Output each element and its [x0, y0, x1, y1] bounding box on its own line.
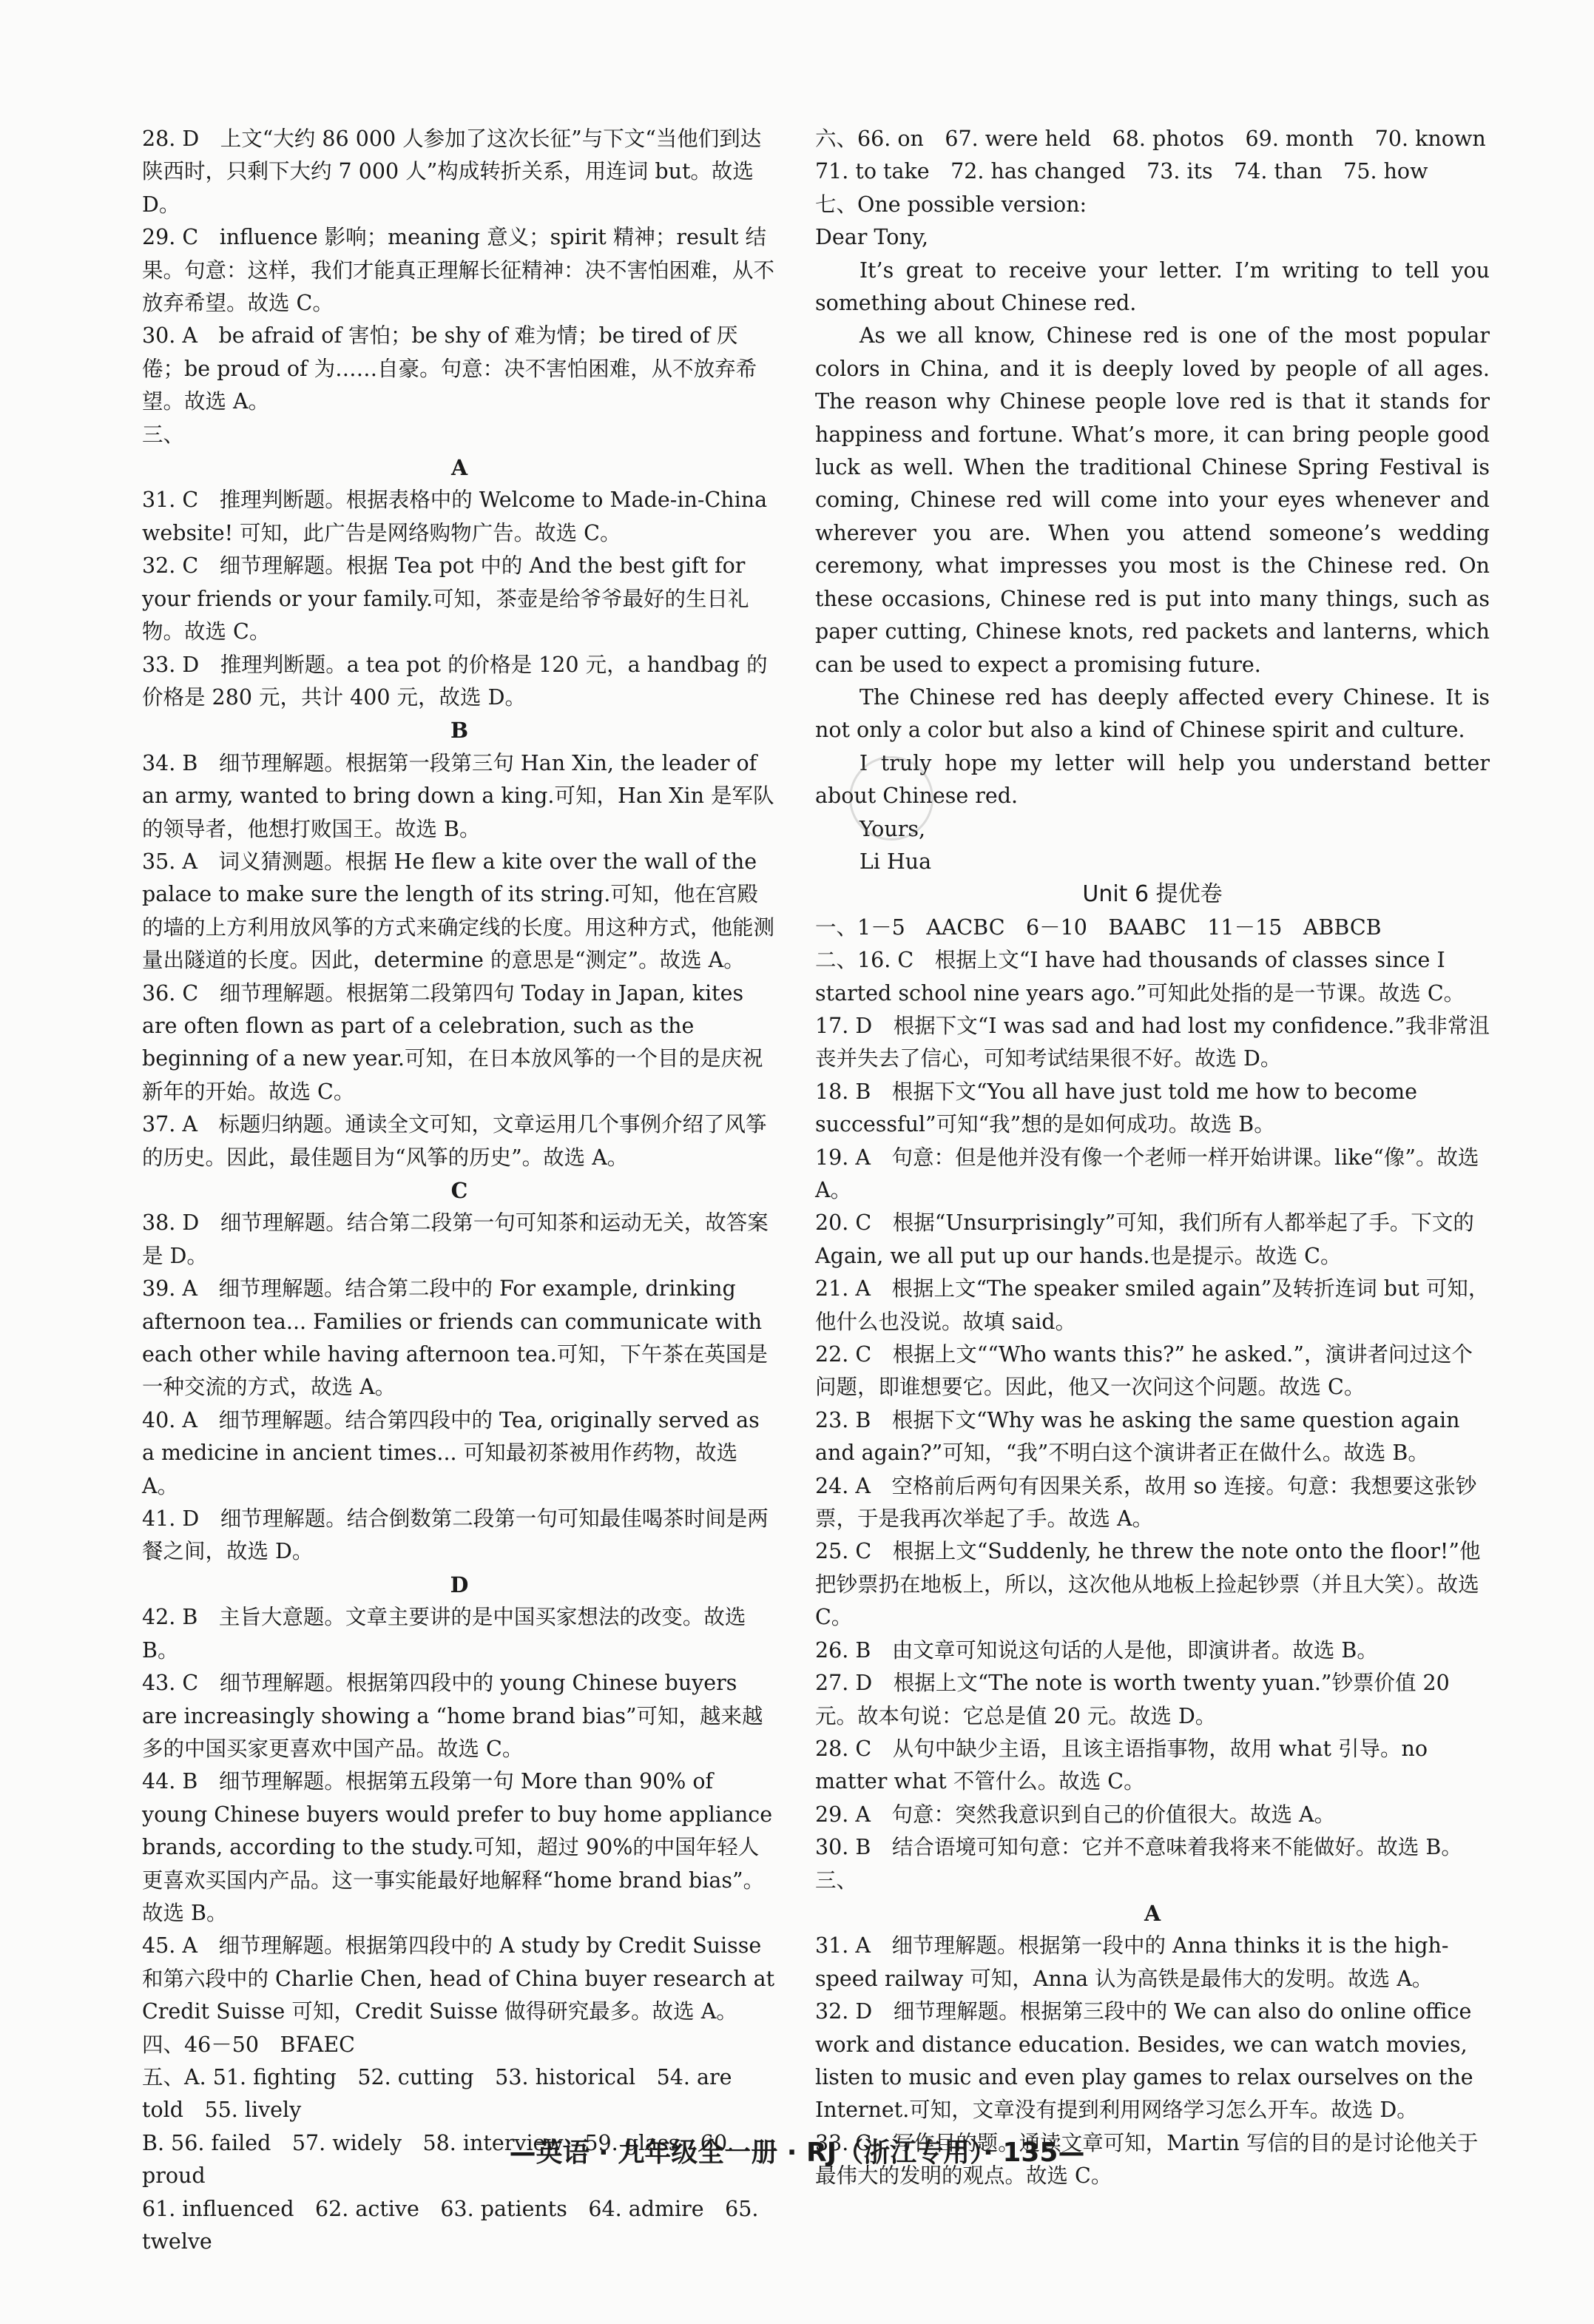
answer-entry: 29. C influence 影响；meaning 意义；spirit 精神；result 结果。句意：这样，我们才能真正理解长征精神：决不害怕困难，从不放弃希望。故选 C。: [142, 225, 775, 316]
answer-entry: 44. B 细节理解题。根据第五段第一句 More than 90% of young Chinese buyers would prefer to buy home appliance brands, according to the study.可知，超过 90%的中国年轻人更喜欢买国内产品。这一事实能最好地解释“home brand bias”。故选 B。: [142, 1769, 773, 1925]
right-top-answers: [815, 123, 1490, 221]
answer-entry: 23. B 根据下文“Why was he asking the same question again and again?”可知，“我”不明白这个演讲者正在做什么。故选 B。: [815, 1407, 1460, 1466]
answer-entry: 二、16. C 根据上文“I have had thousands of classes since I started school nine years ago.”可知此处指的是一节课。故选 C。: [815, 948, 1465, 1006]
section-heading: C: [450, 1178, 468, 1203]
answer-entry: 45. A 细节理解题。根据第四段中的 A study by Credit Suisse 和第六段中的 Charlie Chen, head of China buyer research at Credit Suisse 可知，Credit Suisse 做得研究最多。故选 A。: [142, 1933, 775, 2024]
right-column: [815, 123, 1490, 2193]
section-heading: A: [450, 455, 468, 481]
answer-entry: 25. C 根据上文“Suddenly, he threw the note onto the floor!”他把钞票扔在地板上，所以，这次他从地板上捡起钞票（并且大笑）。故选 C。: [815, 1539, 1481, 1630]
answer-entry: 29. A 句意：突然我意识到自己的价值很大。故选 A。: [815, 1802, 1336, 1827]
answer-entry: 三、: [815, 1867, 858, 1893]
answer-entry: 28. D 上文“大约 86 000 人参加了这次长征”与下文“当他们到达陕西时，只剩下大约 7 000 人”构成转折关系，用连词 but。故选 D。: [142, 127, 762, 217]
answer-entry: 30. A be afraid of 害怕；be shy of 难为情；be tired of 厌倦；be proud of 为……自豪。句意：决不害怕困难，从不放弃希望。故选 A。: [142, 323, 757, 414]
answer-entry: 28. C 从句中缺少主语，且该主语指事物，故用 what 引导。no matter what 不管什么。故选 C。: [815, 1736, 1428, 1794]
answer-entry: 三、: [142, 422, 185, 447]
answer-entry: 31. A 细节理解题。根据第一段中的 Anna thinks it is the high-speed railway 可知，Anna 认为高铁是最伟大的发明。故选 A。: [815, 1933, 1449, 1991]
letter-paragraph: It’s great to receive your letter. I’m writing to tell you something about Chinese red.: [815, 257, 1490, 316]
right-bottom-answers: [815, 912, 1490, 2193]
answer-entry: 71. to take 72. has changed 73. its 74. than 75. how: [815, 159, 1428, 184]
left-column: [142, 123, 777, 2258]
letter-paragraph: I truly hope my letter will help you understand better about Chinese red.: [815, 750, 1490, 809]
answer-entry: 33. C 写作目的题。通读文章可知，Martin 写信的目的是讨论他关于最伟大的发明的观点。故选 C。: [815, 2130, 1479, 2189]
answer-entry: 35. A 词义猜测题。根据 He flew a kite over the wall of the palace to make sure the length of its string.可知，他在宫殿的墙的上方利用放风筝的方式来确定线的长度。用这种方式，他能测量出隧道的长度。因此，determine 的意思是“测定”。故选 A。: [142, 849, 775, 973]
letter-body: [815, 255, 1490, 813]
letter-paragraph: As we all know, Chinese red is one of the most popular colors in China, and it is deeply loved by people of all ages. The reason why Chinese people love red is that it stands for happiness and fortune. What’s more, it can bring people good luck as well. When the traditional Chinese Spring Festival is coming, Chinese red will come into your eyes whenever and wherever you are. When you attend someone’s wedding ceremony, what impresses you most is the Chinese red. On these occasions, Chinese red is put into many things, such as paper cutting, Chinese knots, red packets and lanterns, which can be used to expect a promising future.: [815, 323, 1490, 677]
answer-entry: 40. A 细节理解题。结合第四段中的 Tea, originally served as a medicine in ancient times... 可知最初茶被用作药物，故选 A。: [142, 1407, 760, 1498]
answer-entry: 43. C 细节理解题。根据第四段中的 young Chinese buyers are increasingly showing a “home brand bias”可知，越来越多的中国买家更喜欢中国产品。故选 C。: [142, 1671, 763, 1761]
answer-entry: 26. B 由文章可知说这句话的人是他，即演讲者。故选 B。: [815, 1637, 1378, 1663]
answer-entry: 42. B 主旨大意题。文章主要讲的是中国买家想法的改变。故选 B。: [142, 1605, 746, 1663]
section-heading: A: [1144, 1900, 1161, 1926]
answer-entry: 19. A 句意：但是他并没有像一个老师一样开始讲课。like“像”。故选 A。: [815, 1145, 1479, 1202]
answer-entry: 五、A. 51. fighting 52. cutting 53. historical 54. are told 55. lively: [142, 2064, 732, 2123]
answer-entry: 一、1－5 AACBC 6－10 BAABC 11－15 ABBCB: [815, 915, 1382, 940]
page-footer: —英语 · 九年级全一册 · RJ（浙江专用）· 135—: [509, 2138, 1085, 2168]
answer-entry: 38. D 细节理解题。结合第二段第一句可知茶和运动无关，故答案是 D。: [142, 1210, 769, 1268]
letter-signature: Li Hua: [859, 849, 932, 874]
answer-entry: 32. C 细节理解题。根据 Tea pot 中的 And the best gift for your friends or your family.可知，茶壶是给爷爷最好的生日礼物。故选 C。: [142, 553, 749, 644]
answer-entry: 四、46－50 BFAEC: [142, 2032, 355, 2057]
answer-entry: 31. C 推理判断题。根据表格中的 Welcome to Made-in-China website! 可知，此广告是网络购物广告。故选 C。: [142, 488, 768, 545]
unit-title: Unit 6 提优卷: [1082, 881, 1223, 908]
letter-paragraph: The Chinese red has deeply affected every Chinese. It is not only a color but also a kind of Chinese spirit and culture.: [815, 684, 1490, 743]
answer-entry: 七、One possible version:: [815, 192, 1087, 217]
answer-entry: 33. D 推理判断题。a tea pot 的价格是 120 元，a handbag 的价格是 280 元，共计 400 元，故选 D。: [142, 652, 768, 710]
answer-entry: 17. D 根据下文“I was sad and had lost my confidence.”我非常沮丧并失去了信心，可知考试结果很不好。故选 D。: [815, 1013, 1490, 1071]
answer-entry: 37. A 标题归纳题。通读全文可知，文章运用几个事例介绍了风筝的历史。因此，最佳题目为“风筝的历史”。故选 A。: [142, 1112, 767, 1170]
answer-entry: B. 56. failed 57. widely 58. interview 59. glass 60. proud: [142, 2130, 734, 2189]
section-heading: B: [450, 718, 469, 744]
stamp-seal: [849, 756, 933, 841]
answer-entry: 六、66. on 67. were held 68. photos 69. month 70. known: [815, 127, 1486, 151]
answer-entry: 24. A 空格前后两句有因果关系，故用 so 连接。句意：我想要这张钞票，于是我再次举起了手。故选 A。: [815, 1473, 1477, 1532]
answer-entry: 36. C 细节理解题。根据第二段第四句 Today in Japan, kites are often flown as part of a celebration, such as the beginning of a new year.可知，在日本放风筝的一个目的是庆祝新年的开始。故选 C。: [142, 980, 763, 1104]
answer-entry: 21. A 根据上文“The speaker smiled again”及转折连词 but 可知，他什么也没说。故填 said。: [815, 1276, 1490, 1334]
answer-entry: 34. B 细节理解题。根据第一段第三句 Han Xin, the leader of an army, wanted to bring down a king.可知，Han Xin 是军队的领导者，他想打败国王。故选 B。: [142, 750, 774, 841]
answer-entry: 22. C 根据上文““Who wants this?” he asked.”，演讲者问过这个问题，即谁想要它。因此，他又一次问这个问题。故选 C。: [815, 1342, 1473, 1400]
answer-entry: 30. B 结合语境可知句意：它并不意味着我将来不能做好。故选 B。: [815, 1835, 1462, 1860]
letter-closing: Yours,: [859, 816, 926, 841]
answer-entry: 41. D 细节理解题。结合倒数第二段第一句可知最佳喝茶时间是两餐之间，故选 D。: [142, 1506, 769, 1564]
answer-entry: 32. D 细节理解题。根据第三段中的 We can also do online office work and distance education. Besides, we can watch movies, listen to music and even play games to relax ourselves on the Internet.可知，文章没有提到利用网络学习怎么开车。故选 D。: [815, 1999, 1473, 2123]
section-heading: D: [450, 1572, 469, 1597]
answer-entry: 39. A 细节理解题。结合第二段中的 For example, drinking afternoon tea... Families or friends can communicate with each other while having afternoon tea.可知，下午茶在英国是一种交流的方式，故选 A。: [142, 1276, 768, 1400]
answer-entry: 27. D 根据上文“The note is worth twenty yuan.”钞票价值 20 元。故本句说：它总是值 20 元。故选 D。: [815, 1671, 1450, 1728]
letter-greeting: Dear Tony,: [815, 225, 929, 250]
answer-entry: 20. C 根据“Unsurprisingly”可知，我们所有人都举起了手。下文的 Again, we all put up our hands.也是提示。故选 C。: [815, 1210, 1474, 1268]
answer-entry: 18. B 根据下文“You all have just told me how to become successful”可知“我”想的是如何成功。故选 B。: [815, 1079, 1418, 1137]
answer-entry: 61. influenced 62. active 63. patients 64. admire 65. twelve: [142, 2196, 759, 2254]
